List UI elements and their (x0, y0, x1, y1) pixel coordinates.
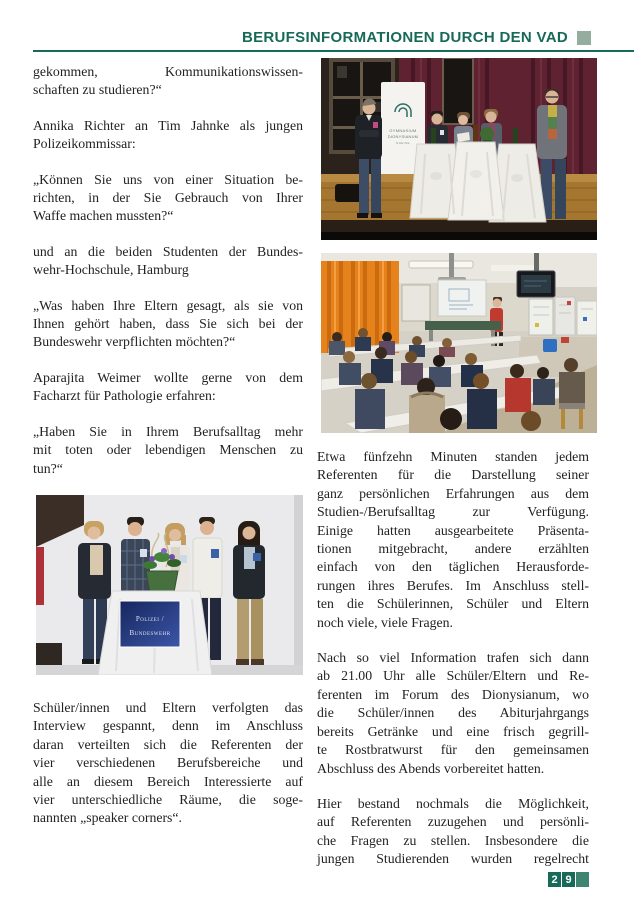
red-curtain-sliver (36, 547, 44, 605)
text-line: richten, in der Sie Gebrauch von Ihrer (33, 190, 303, 206)
text-line: die Schüler/innen des Abiturjahrgangs (317, 705, 589, 721)
text-line: Waffe machen mussten?“ (33, 208, 174, 224)
text-line: ferenten im Forum des Dionysianum, wo (317, 686, 589, 702)
text-line: ganz persönlichen Erfahrungen aus dem (317, 485, 589, 501)
text-line: Hier bestand nochmals die Möglichkeit, (317, 795, 589, 811)
text-line: auf Referenten zuzugehen und persönli- (317, 814, 589, 830)
sign-text-line1: Polizei / (135, 614, 165, 623)
text-line: Facharzt für Pathologie erfahren: (33, 388, 216, 404)
banner-text-line3: RHEINE (396, 141, 410, 145)
text-line: und an die beiden Studenten der Bundes- (33, 243, 303, 259)
blue-bag (543, 339, 557, 352)
text-line: Etwa fünfzehn Minuten standen jedem (317, 449, 589, 464)
whiteboard (402, 285, 430, 321)
paragraph (317, 795, 589, 869)
page-number (548, 872, 589, 887)
text-line: noch viele, viele Fragen. (317, 614, 454, 630)
paragraph (33, 423, 303, 478)
standing-tables (410, 142, 546, 222)
text-line: vier unterschiedliche Räume, die soge- (33, 791, 303, 807)
text-line: ab 21.00 Uhr alle Schüler/Eltern und Re- (317, 668, 589, 684)
photo-podium-stage (321, 58, 589, 240)
text-line: schaften zu studieren?“ (33, 82, 162, 98)
paragraph (317, 448, 589, 632)
text-line: rungen ihres Berufes. Im Anschluss stell- (317, 577, 589, 593)
text-line: Annika Richter an Tim Jahnke als jungen (33, 117, 303, 133)
photo-classroom-presentation (321, 253, 589, 433)
text-line: Abschluss des Abends vorbereitet hatten. (317, 760, 545, 776)
text-line: Bundeswehr verpflichten möchten?“ (33, 334, 236, 350)
text-line: Studien-/Berufsalltag zur Verfügung. (317, 504, 589, 520)
paragraph (317, 649, 589, 778)
text-line: bereits Getränke und eine frisch gegrill- (317, 723, 589, 739)
text-line: daran verteilten sich die Referenten der (33, 736, 303, 752)
text-line: einfach von den täglichen Herausforde- (317, 559, 589, 575)
sign-text-line2: Bundeswehr (129, 628, 171, 637)
paragraph (33, 117, 303, 154)
paragraph (33, 63, 303, 100)
left-column (33, 63, 303, 845)
photo-speaker-corner-group-image (36, 495, 303, 675)
text-line: vier verschiedenen Berufsbereiche und (33, 755, 303, 771)
moderator-man-left (355, 98, 382, 218)
text-line: „Können Sie uns von einer Situation be- (33, 171, 303, 187)
text-line: Referenten für die Darstellung seiner (317, 467, 589, 483)
text-line: wehr-Hochschule, Hamburg (33, 262, 189, 278)
page-header (242, 29, 591, 46)
projection-screen (438, 280, 486, 316)
text-line: alle an diesem Bereich Interessierte auf (33, 773, 303, 789)
left-column-text-bottom (33, 699, 303, 828)
right-column-text (317, 448, 589, 869)
paragraph (33, 171, 303, 226)
page-number-digit-2: 9 (562, 872, 575, 887)
photo-podium-stage-image (321, 58, 597, 240)
paragraph (33, 369, 303, 406)
text-line: Einige hatten ausgearbeitete Präsenta- (317, 522, 589, 538)
banner-text-line2: DIONYSIANUM (387, 134, 419, 139)
polizei-bundeswehr-sign (120, 601, 180, 647)
left-column-text-top (33, 63, 303, 478)
text-line: Schüler/innen und Eltern verfolgten das (33, 699, 303, 715)
page-number-digit-1: 2 (548, 872, 561, 887)
text-line: tionen mitgebracht, andere erzählten (317, 541, 589, 557)
text-line: Interview gespannt, denn im Anschluss (33, 718, 303, 734)
page-number-accent-box (576, 872, 589, 887)
photo-speaker-corner-group (36, 495, 303, 675)
text-line: te Rostbratwurst für den gemeinsamen (317, 742, 589, 758)
text-line: nannten „speaker corners“. (33, 810, 183, 826)
banner-text-line1: GYMNASIUM (389, 128, 417, 133)
pinboards (529, 297, 597, 335)
paragraph (33, 243, 303, 280)
text-line: mit toten oder lebendigen Menschen zu (33, 442, 303, 458)
paragraph (33, 297, 303, 352)
text-line: Aparajita Weimer wollte gerne von dem (33, 369, 303, 385)
header-rule (33, 50, 634, 52)
right-column (317, 58, 589, 886)
text-line: tun?“ (33, 460, 63, 476)
text-line: Polizeikommissar: (33, 136, 136, 152)
text-line: Nach so viel Information trafen sich dann (317, 650, 589, 666)
page-header-title: BERUFSINFORMATIONEN DURCH DEN VAD (241, 29, 568, 46)
text-line: „Haben Sie in Ihrem Berufsalltag mehr (33, 423, 303, 439)
text-line: „Was haben Ihre Eltern gesagt, als sie von (33, 297, 303, 313)
text-line: gekommen, Kommunikationswissen- (33, 64, 303, 79)
text-line: che Fragen zu stellen. Insbesondere die (317, 832, 589, 848)
header-accent-square (577, 31, 591, 45)
photo-classroom-image (321, 253, 597, 433)
text-line: Ihnen gehört haben, dass Sie sich bei der (33, 316, 303, 332)
text-line: ten die Schülerinnen, Schüler und Eltern (317, 596, 589, 612)
text-line: jungen Studierenden wurden regelrecht (317, 851, 589, 867)
paragraph (33, 699, 303, 828)
